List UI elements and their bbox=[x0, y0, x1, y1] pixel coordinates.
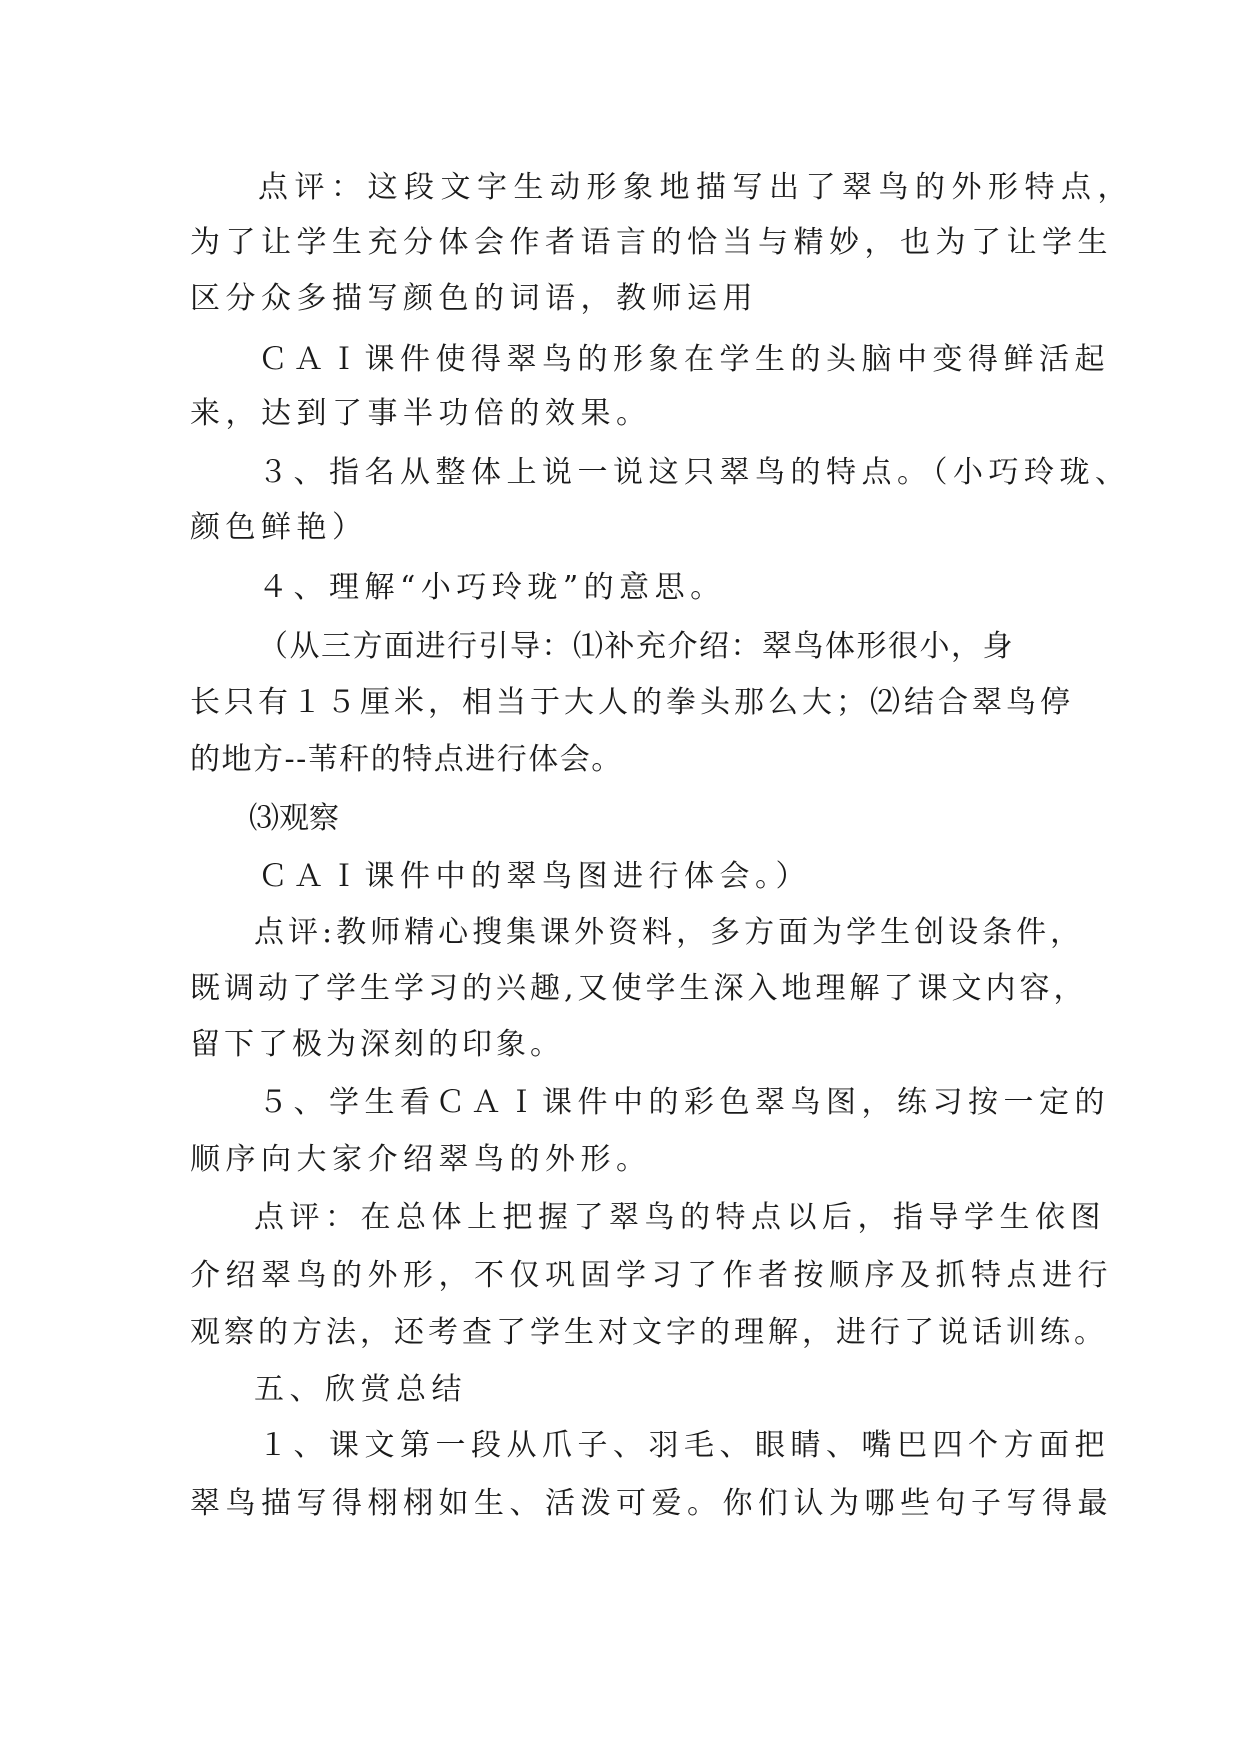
text-line: 点评:教师精心搜集课外资料，多方面为学生创设条件， bbox=[254, 915, 1085, 950]
text-line: 长只有１５厘米，相当于大人的拳头那么大；⑵结合翠鸟停 bbox=[190, 685, 1074, 720]
text-line: 留下了极为深刻的印象。 bbox=[190, 1027, 564, 1062]
text-line: 顺序向大家介绍翠鸟的外形。 bbox=[190, 1142, 652, 1177]
text-line: 颜色鲜艳） bbox=[190, 510, 368, 545]
text-line: 为了让学生充分体会作者语言的恰当与精妙，也为了让学生 bbox=[190, 225, 1113, 260]
text-line: ３、指名从整体上说一说这只翠鸟的特点。（小巧玲珑、 bbox=[258, 455, 1131, 490]
text-line: 翠鸟描写得栩栩如生、活泼可爱。你们认为哪些句子写得最 bbox=[190, 1486, 1113, 1521]
text-line: 点评：这段文字生动形象地描写出了翠鸟的外形特点， bbox=[258, 170, 1134, 205]
text-line: 来，达到了事半功倍的效果。 bbox=[190, 396, 652, 431]
text-line: （从三方面进行引导：⑴补充介绍：翠鸟体形很小，身 bbox=[258, 629, 1014, 664]
text-line: 观察的方法，还考查了学生对文字的理解，进行了说话训练。 bbox=[190, 1315, 1108, 1350]
text-line: １、课文第一段从爪子、羽毛、眼睛、嘴巴四个方面把 bbox=[258, 1428, 1110, 1463]
text-line: 五、欣赏总结 bbox=[254, 1372, 467, 1407]
text-line: ⑶观察 bbox=[249, 801, 339, 836]
text-line: ＣＡＩ课件使得翠鸟的形象在学生的头脑中变得鲜活起 bbox=[258, 342, 1110, 377]
text-line: 点评：在总体上把握了翠鸟的特点以后，指导学生依图 bbox=[254, 1200, 1106, 1235]
text-line: 既调动了学生学习的兴趣,又使学生深入地理解了课文内容， bbox=[190, 971, 1088, 1006]
text-line: ＣＡＩ课件中的翠鸟图进行体会。） bbox=[258, 859, 811, 894]
text-line: 的地方--苇秆的特点进行体会。 bbox=[190, 742, 623, 777]
text-line: ５、学生看ＣＡＩ课件中的彩色翠鸟图，练习按一定的 bbox=[258, 1085, 1110, 1120]
text-line: 区分众多描写颜色的词语，教师运用 bbox=[190, 281, 758, 316]
text-line: ４、理解“小巧玲珑”的意思。 bbox=[258, 570, 726, 605]
text-line: 介绍翠鸟的外形，不仅巩固学习了作者按顺序及抓特点进行 bbox=[190, 1258, 1113, 1293]
